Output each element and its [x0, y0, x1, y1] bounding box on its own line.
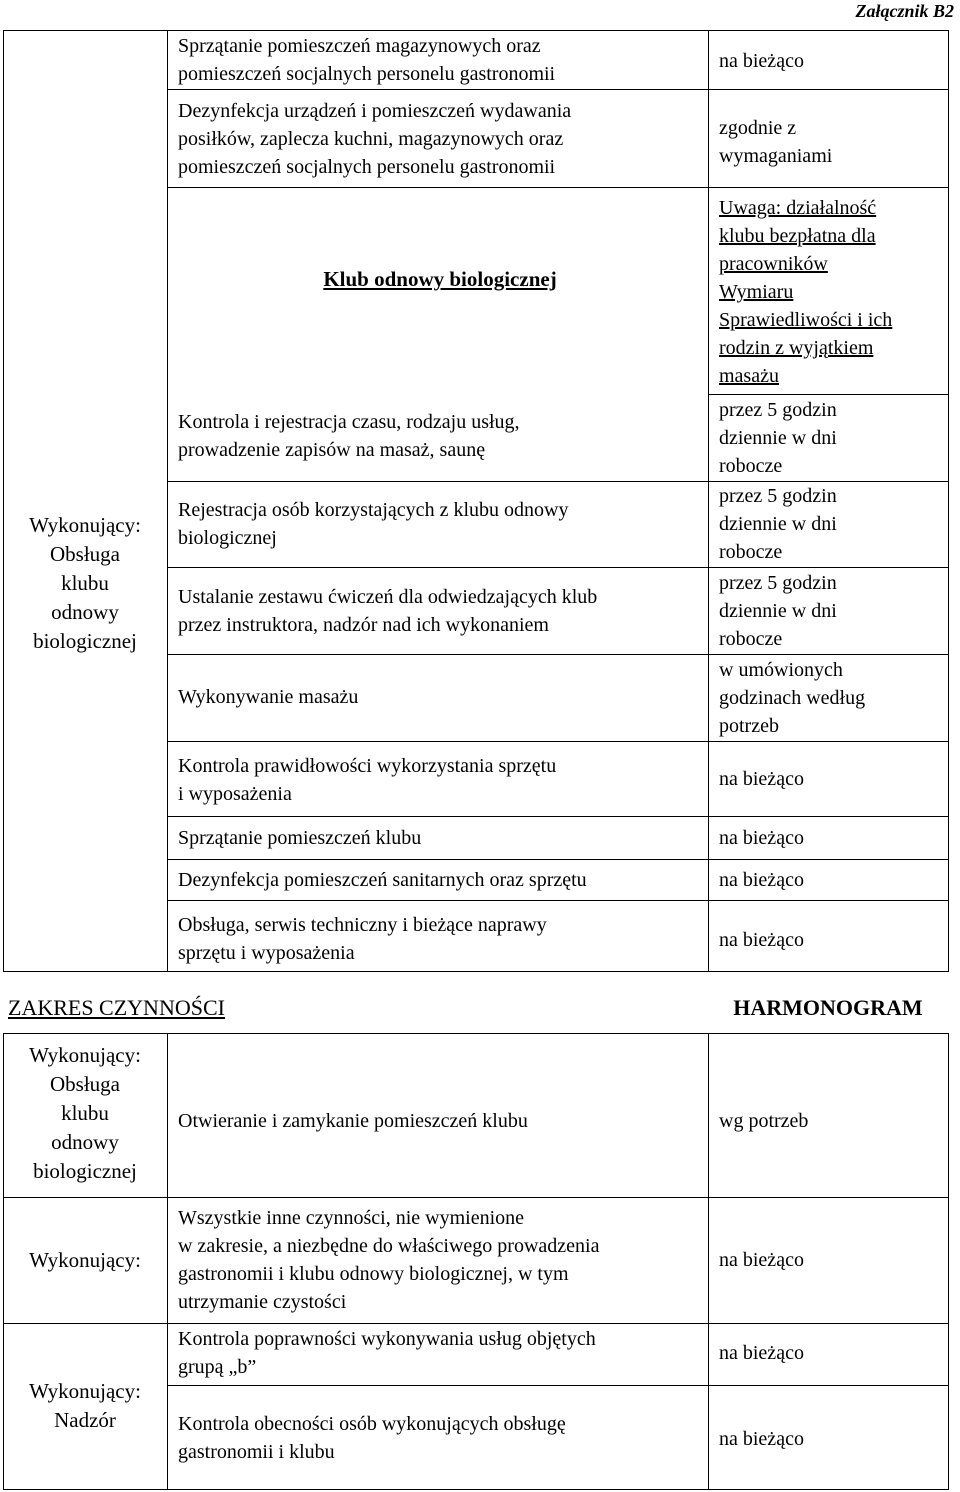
task-cell: Rejestracja osób korzystających z klubu odnowy biologicznej: [178, 499, 569, 549]
lower-performer-label: Wykonujący: Nadzór: [29, 1379, 141, 1432]
task-cell: Otwieranie i zamykanie pomieszczeń klubu: [178, 1110, 528, 1132]
schedule-cell: na bieżąco: [719, 929, 804, 951]
task-cell: Kontrola prawidłowości wykorzystania sprzętu i wyposażenia: [178, 755, 557, 805]
notice-cell: Uwaga: działalność klubu bezpłatna dla pracowników Wymiaru Sprawiedliwości i ich rodzin z wyjątkiem masażu: [719, 197, 893, 387]
lower-performer-label: Wykonujący: Obsługa klubu odnowy biologicznej: [29, 1043, 141, 1183]
schedule-cell: na bieżąco: [719, 768, 804, 790]
attachment-label: Załącznik B2: [855, 1, 954, 21]
task-cell: Sprzątanie pomieszczeń klubu: [178, 827, 422, 849]
schedule-cell: na bieżąco: [719, 50, 804, 72]
task-cell: Sprzątanie pomieszczeń magazynowych oraz pomieszczeń socjalnych personelu gastronomii: [178, 35, 556, 85]
schedule-cell: na bieżąco: [719, 1342, 804, 1364]
task-cell: Kontrola poprawności wykonywania usług objętych grupą „b”: [178, 1328, 596, 1378]
task-cell: Dezynfekcja pomieszczeń sanitarnych oraz sprzętu: [178, 869, 587, 891]
task-cell: Dezynfekcja urządzeń i pomieszczeń wydawania posiłków, zaplecza kuchni, magazynowych oraz pomieszczeń socjalnych personelu gastronomii: [178, 100, 572, 178]
schedule-cell: w umówionych godzinach według potrzeb: [719, 659, 866, 737]
upper-performer-label: Wykonujący: Obsługa klubu odnowy biologicznej: [29, 513, 141, 653]
lower-performer-label: Wykonujący:: [29, 1248, 141, 1272]
schedule-cell: przez 5 godzin dziennie w dni robocze: [719, 572, 837, 650]
schedule-cell: na bieżąco: [719, 827, 804, 849]
task-cell: Obsługa, serwis techniczny i bieżące naprawy sprzętu i wyposażenia: [178, 914, 547, 964]
section-title: Klub odnowy biologicznej: [323, 267, 557, 291]
schedule-header: HARMONOGRAM: [733, 995, 923, 1020]
schedule-cell: wg potrzeb: [719, 1110, 809, 1132]
task-cell: Wykonywanie masażu: [178, 686, 359, 708]
schedule-cell: na bieżąco: [719, 1249, 804, 1271]
task-cell: Ustalanie zestawu ćwiczeń dla odwiedzających klub przez instruktora, nadzór nad ich wykonaniem: [178, 586, 598, 636]
schedule-cell: zgodnie z wymaganiami: [719, 117, 833, 167]
schedule-cell: na bieżąco: [719, 1428, 804, 1450]
schedule-cell: przez 5 godzin dziennie w dni robocze: [719, 485, 837, 563]
task-cell: Wszystkie inne czynności, nie wymienione w zakresie, a niezbędne do właściwego prowadzenia gastronomii i klubu odnowy biologicznej, w tym utrzymanie czystości: [178, 1207, 600, 1313]
schedule-cell: przez 5 godzin dziennie w dni robocze: [719, 399, 837, 477]
task-cell: Kontrola obecności osób wykonujących obsługę gastronomii i klubu: [178, 1413, 566, 1463]
schedule-cell: na bieżąco: [719, 869, 804, 891]
task-cell: Kontrola i rejestracja czasu, rodzaju usług, prowadzenie zapisów na masaż, saunę: [178, 411, 520, 461]
scope-header: ZAKRES CZYNNOŚCI: [8, 995, 225, 1020]
